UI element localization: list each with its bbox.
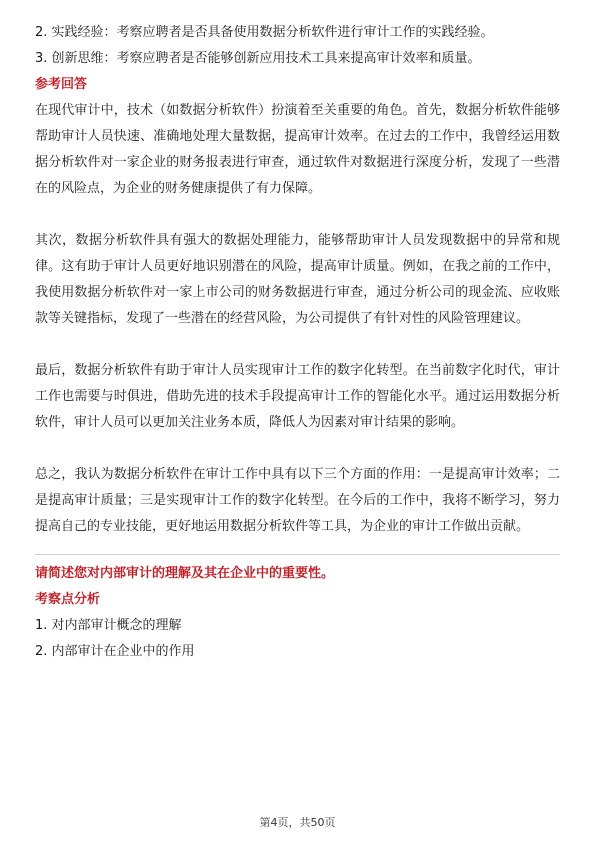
answer-paragraph-1: 在现代审计中，技术（如数据分析软件）扮演着至关重要的角色。首先，数据分析软件能够帮助审计人员快速、准确地处理大量数据，提高审计效率。在过去的工作中，我曾经运用数据分析软件对一家企业的财务报表进行审查，通过软件对数据进行深度分析，发现了一些潜在的风险点，为企业的财务健康提供了有力保障。 xyxy=(35,103,560,196)
answer-paragraph-3: 最后，数据分析软件有助于审计人员实现审计工作的数字化转型。在当前数字化时代，审计工作也需要与时俱进，借助先进的技术手段提高审计工作的智能化水平。通过运用数据分析软件，审计人员可以更加关注业务本质，降低人为因素对审计结果的影响。 xyxy=(35,363,560,430)
answer-paragraph-4: 总之，我认为数据分析软件在审计工作中具有以下三个方面的作用：一是提高审计效率；二是提高审计质量；三是实现审计工作的数字化转型。在今后的工作中，我将不断学习，努力提高自己的专业技能，更好地运用数据分析软件等工具，为企业的审计工作做出贡献。 xyxy=(35,467,560,534)
section-divider xyxy=(35,554,560,555)
document-page xyxy=(35,20,560,665)
point-practice: 2. 实践经验：考察应聘者是否具备使用数据分析软件进行审计工作的实践经验。 xyxy=(35,25,494,40)
analysis-heading: 考察点分析 xyxy=(35,592,101,607)
next-question: 请简述您对内部审计的理解及其在企业中的重要性。 xyxy=(35,566,335,581)
analysis-point-1: 1. 对内部审计概念的理解 xyxy=(35,618,182,633)
analysis-point-2: 2. 内部审计在企业中的作用 xyxy=(35,644,195,659)
page-footer: 第4页，共50页 xyxy=(259,816,336,829)
answer-heading: 参考回答 xyxy=(35,77,88,92)
point-innovation: 3. 创新思维：考察应聘者是否能够创新应用技术工具来提高审计效率和质量。 xyxy=(35,51,481,66)
answer-paragraph-2: 其次，数据分析软件具有强大的数据处理能力，能够帮助审计人员发现数据中的异常和规律。这有助于审计人员更好地识别潜在的风险，提高审计质量。例如，在我之前的工作中，我使用数据分析软件对一家上市公司的财务数据进行审查，通过分析公司的现金流、应收账款等关键指标，发现了一些潜在的经营风险，为公司提供了有针对性的风险管理建议。 xyxy=(35,233,560,326)
